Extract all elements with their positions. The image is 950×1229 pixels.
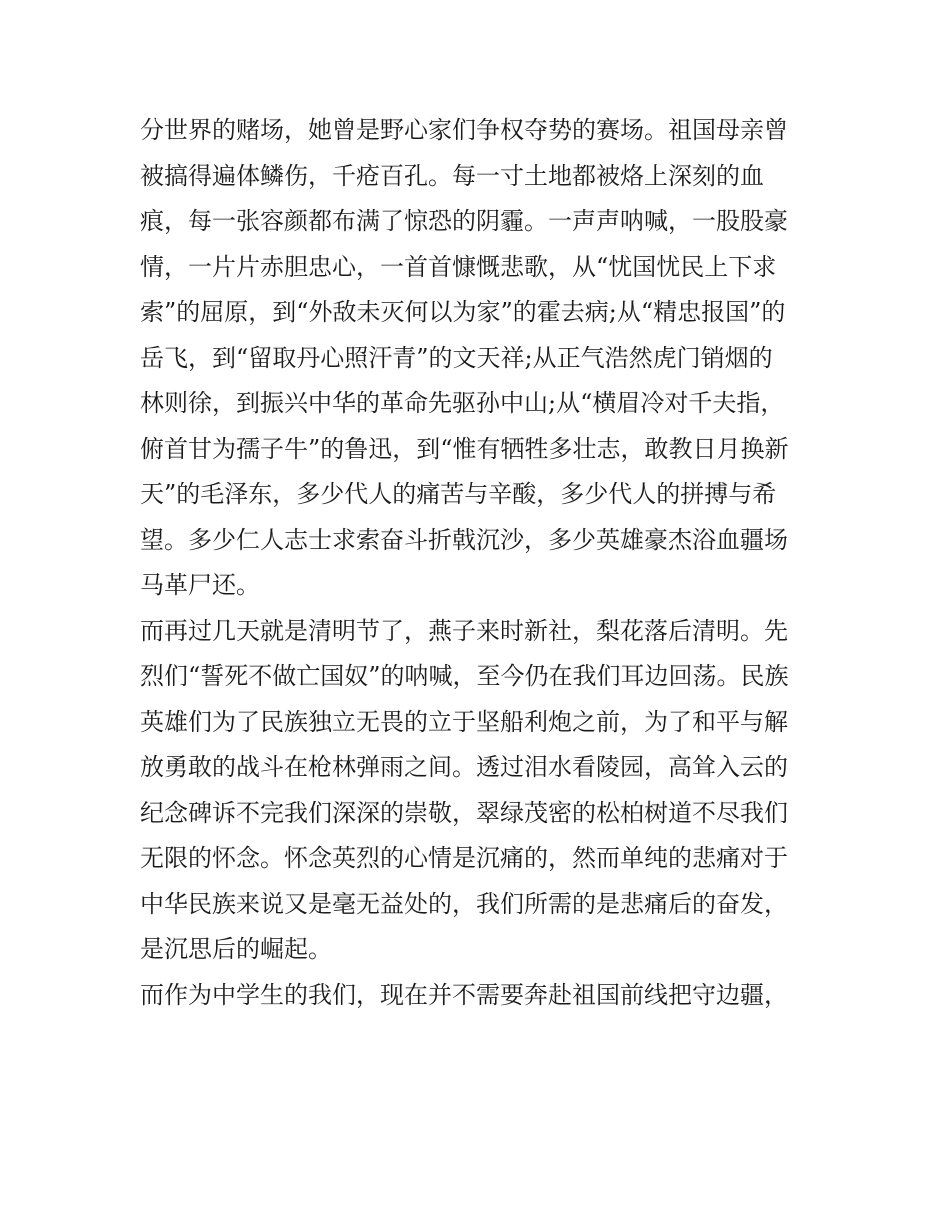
text-line: 情，一片片赤胆忠心，一首首慷慨悲歌，从“忧国忧民上下求: [140, 252, 777, 281]
text-line: 纪念碑诉不完我们深深的崇敬，翠绿茂密的松柏树道不尽我们: [140, 798, 788, 827]
text-line: 望。多少仁人志士求索奋斗折戟沉沙，多少英雄豪杰浴血疆场: [140, 525, 788, 554]
text-line: 天”的毛泽东，多少代人的痛苦与辛酸，多少代人的拼搏与希: [140, 480, 777, 508]
text-line: 俯首甘为孺子牛”的鲁迅，到“惟有牺牲多壮志，敢教日月换新: [140, 434, 789, 463]
text-line: 英雄们为了民族独立无畏的立于坚船利炮之前，为了和平与解: [140, 707, 788, 736]
text-line: 马革尸还。: [140, 571, 260, 599]
text-line: 放勇敢的战斗在枪林弹雨之间。透过泪水看陵园，高耸入云的: [140, 753, 788, 781]
text-line: 中华民族来说又是毫无益处的，我们所需的是悲痛后的奋发，: [140, 889, 788, 918]
text-line: 烈们“誓死不做亡国奴”的呐喊，至今仍在我们耳边回荡。民族: [140, 662, 789, 690]
text-line: 痕，每一张容颜都布满了惊恐的阴霾。一声声呐喊，一股股豪: [140, 207, 788, 235]
text-line: 分世界的赌场，她曾是野心家们争权夺势的赛场。祖国母亲曾: [140, 116, 788, 144]
body-text: [140, 108, 820, 1018]
text-line: 而作为中学生的我们，现在并不需要奔赴祖国前线把守边疆，: [140, 980, 788, 1009]
text-line: 被搞得遍体鳞伤，千疮百孔。每一寸土地都被烙上深刻的血: [140, 161, 764, 190]
text-line: 无限的怀念。怀念英烈的心情是沉痛的，然而单纯的悲痛对于: [140, 844, 788, 872]
text-line: 而再过几天就是清明节了，燕子来时新社，梨花落后清明。先: [140, 616, 788, 645]
text-line: 是沉思后的崛起。: [140, 935, 332, 963]
text-line: 岳飞，到“留取丹心照汗青”的文天祥;从正气浩然虎门销烟的: [140, 343, 773, 372]
text-line: 索”的屈原，到“外敌未灭何以为家”的霍去病;从“精忠报国”的: [140, 298, 786, 326]
text-line: 林则徐，到振兴中华的革命先驱孙中山;从“横眉冷对千夫指，: [140, 389, 785, 417]
